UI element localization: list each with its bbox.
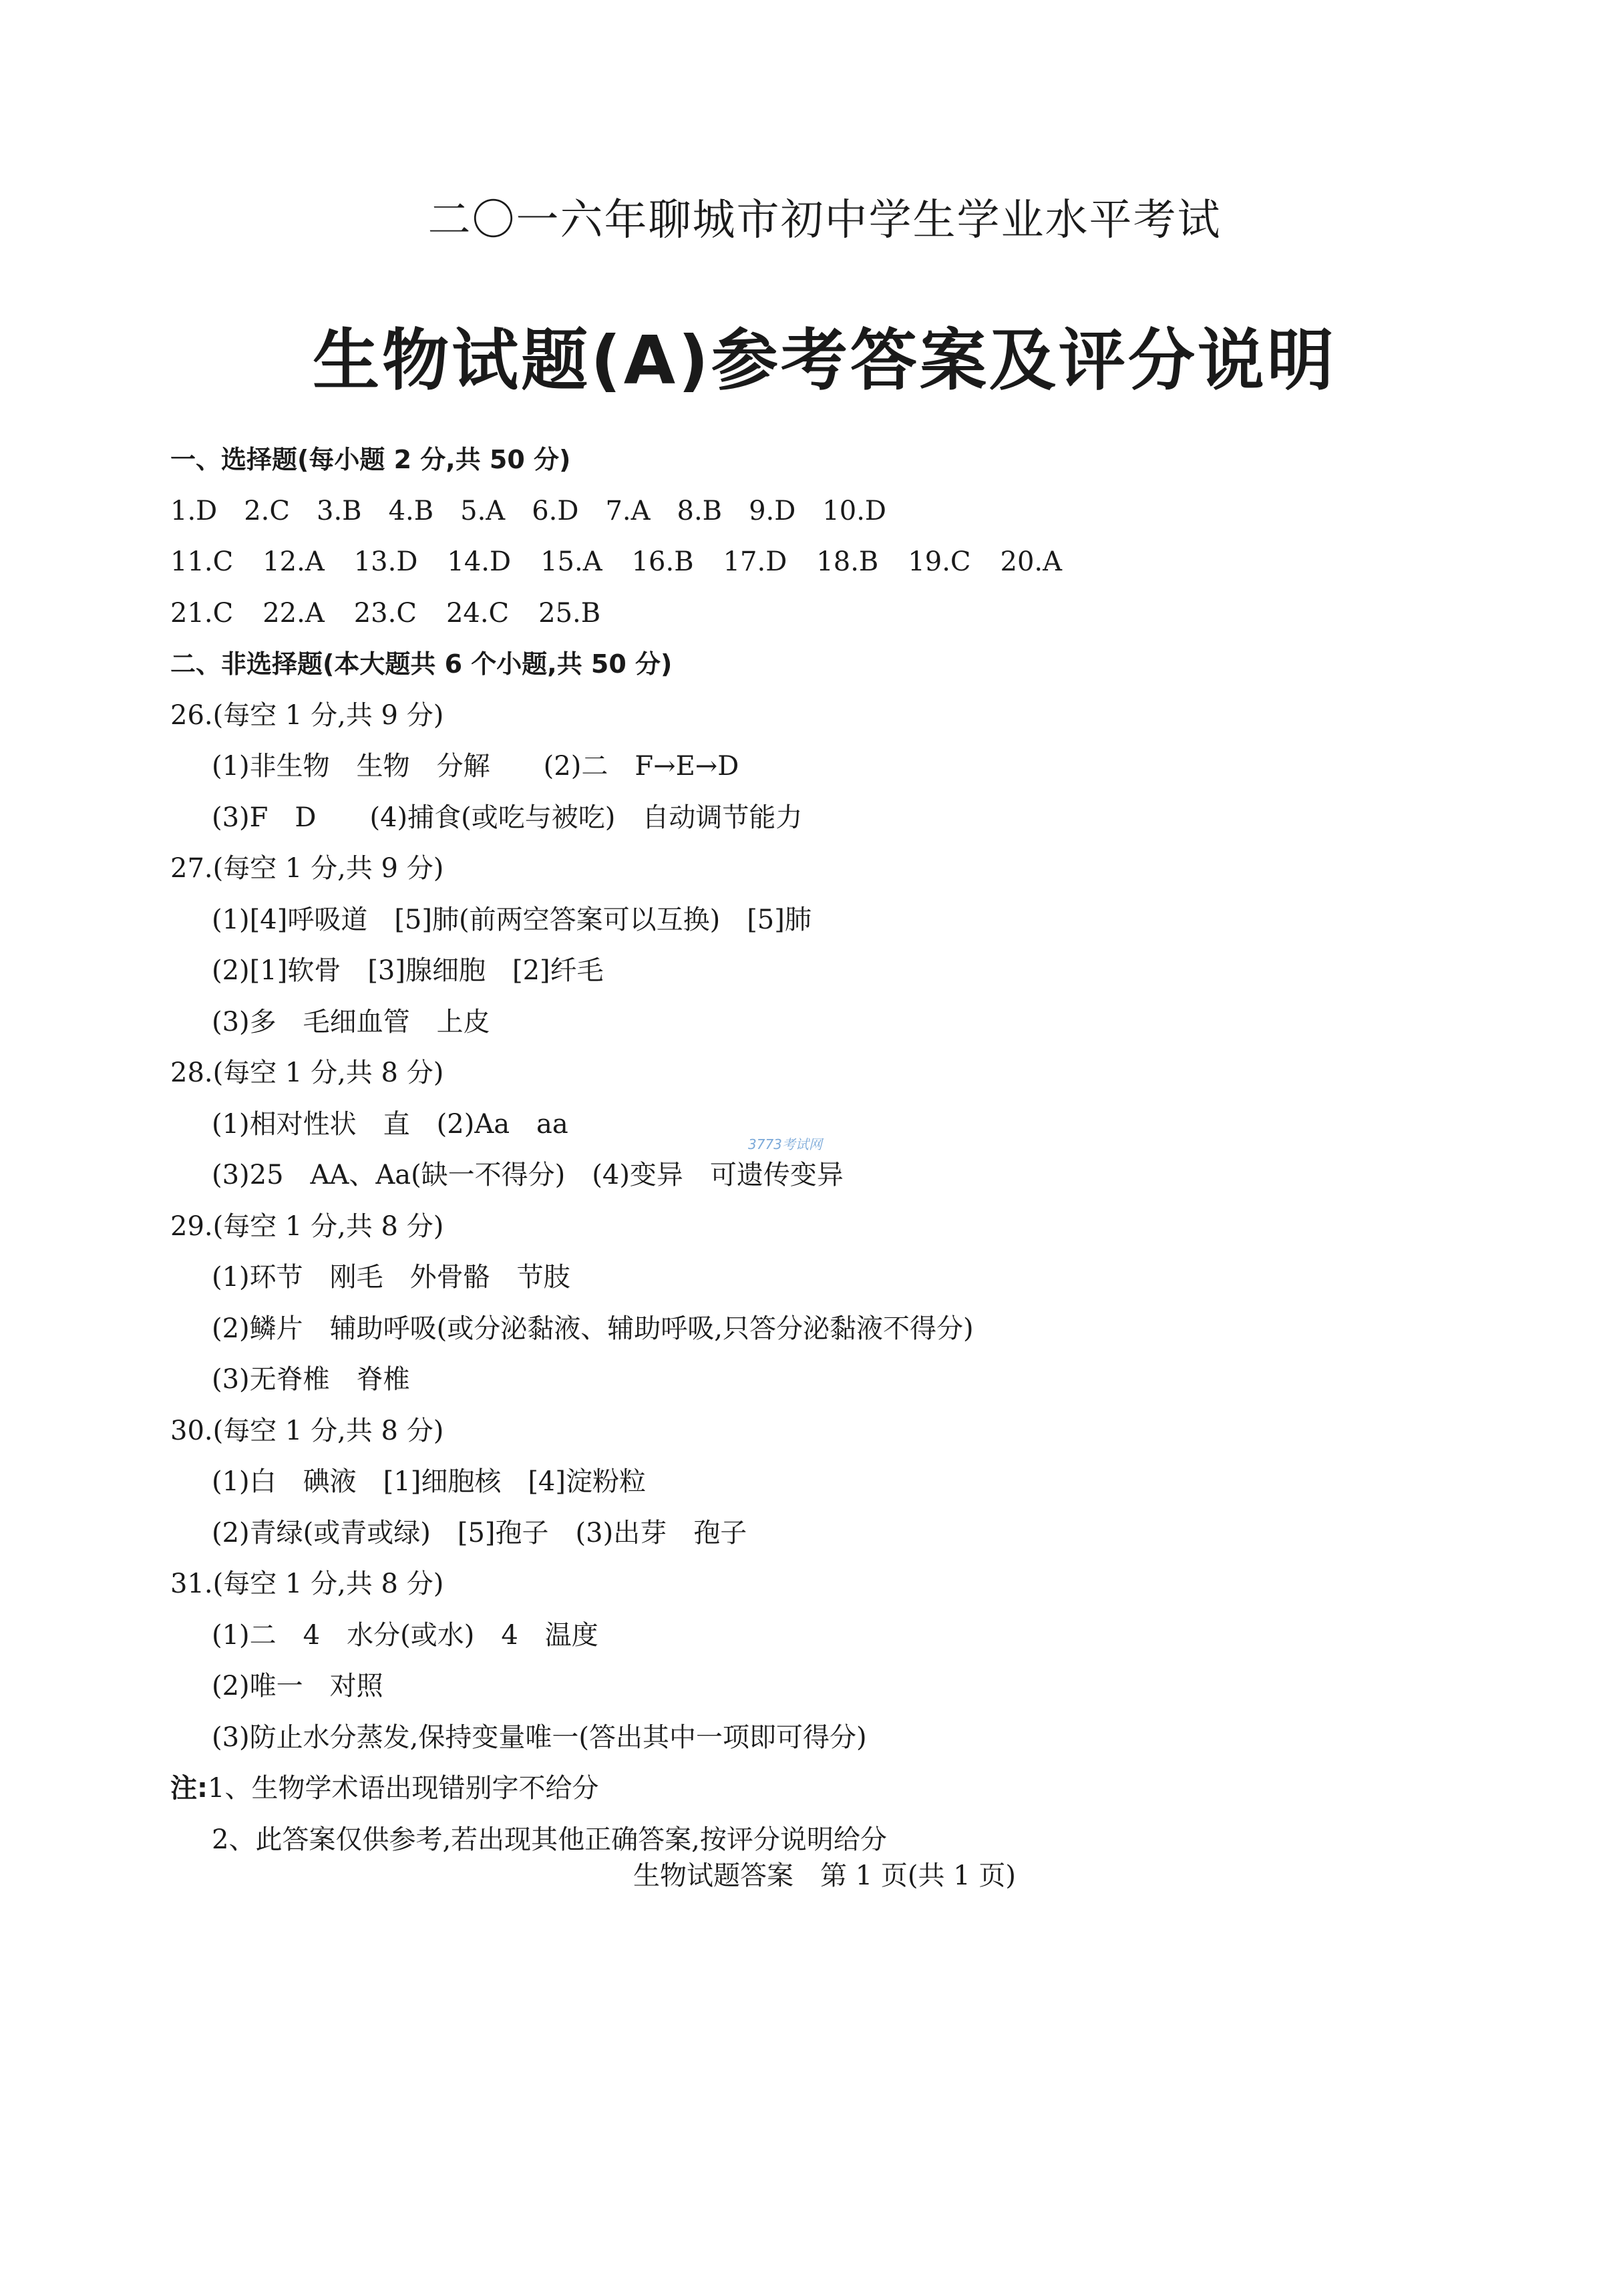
question-27-line-1: (1)[4]呼吸道 [5]肺(前两空答案可以互换) [5]肺: [212, 904, 812, 935]
choice-answer: 1.D: [170, 495, 218, 526]
choice-answer: 19.C: [908, 546, 971, 577]
question-28-title: 28.(每空 1 分,共 8 分): [170, 1057, 444, 1088]
question-29-title: 29.(每空 1 分,共 8 分): [170, 1210, 444, 1242]
choice-answer: 17.D: [723, 546, 787, 577]
section2-heading: 二、非选择题(本大题共 6 个小题,共 50 分): [170, 649, 673, 679]
choice-answers-row-2: [170, 536, 1506, 588]
choice-answer: 9.D: [749, 495, 796, 526]
question-26-line-1: (1)非生物 生物 分解 (2)二 F→E→D: [212, 751, 739, 782]
choice-answer: 5.A: [460, 495, 506, 526]
choice-answer: 23.C: [353, 597, 417, 629]
choice-answer: 4.B: [388, 495, 434, 526]
question-27-line-2: (2)[1]软骨 [3]腺细胞 [2]纤毛: [212, 955, 604, 986]
question-28-line-2: (3)25 AA、Aa(缺一不得分) (4)变异 可遗传变异: [212, 1160, 844, 1190]
question-27-line-3: (3)多 毛细血管 上皮: [212, 1006, 490, 1037]
choice-answer: 18.B: [816, 546, 879, 577]
choice-answer: 13.D: [353, 546, 418, 577]
choice-answer: 2.C: [244, 495, 291, 526]
exam-title: 二〇一六年聊城市初中学生学业水平考试: [427, 196, 1222, 245]
choice-answers-row-1: [170, 486, 1506, 537]
question-28-line-1: (1)相对性状 直 (2)Aa aa: [212, 1108, 568, 1140]
question-27-title: 27.(每空 1 分,共 9 分): [170, 853, 444, 884]
answer-key-title: 生物试题(A)参考答案及评分说明: [313, 321, 1336, 399]
question-30-line-1: (1)白 碘液 [1]细胞核 [4]淀粉粒: [212, 1466, 646, 1497]
choice-answer: 6.D: [532, 495, 579, 526]
choice-answer: 16.B: [631, 546, 694, 577]
choice-answer: 7.A: [605, 495, 651, 526]
choice-answer: 8.B: [677, 495, 723, 526]
question-31-title: 31.(每空 1 分,共 8 分): [170, 1569, 444, 1599]
question-26-line-2: (3)F D (4)捕食(或吃与被吃) 自动调节能力: [212, 802, 803, 833]
question-31-line-3: (3)防止水分蒸发,保持变量唯一(答出其中一项即可得分): [212, 1721, 867, 1753]
choice-answer: 12.A: [262, 546, 325, 577]
question-29-line-2: (2)鳞片 辅助呼吸(或分泌黏液、辅助呼吸,只答分泌黏液不得分): [212, 1313, 974, 1344]
answer-content: [170, 434, 1506, 1865]
question-31-line-2: (2)唯一 对照: [212, 1671, 383, 1701]
choice-answer: 15.A: [540, 546, 602, 577]
question-30-line-2: (2)青绿(或青或绿) [5]孢子 (3)出芽 孢子: [212, 1517, 747, 1548]
choice-answer: 21.C: [170, 597, 234, 629]
note-text: 1、生物学术语出现错别字不给分: [208, 1773, 599, 1804]
question-29-line-1: (1)环节 刚毛 外骨骼 节肢: [212, 1262, 570, 1293]
choice-answer: 24.C: [445, 597, 510, 629]
question-30-title: 30.(每空 1 分,共 8 分): [170, 1415, 444, 1446]
choice-answer: 20.A: [1000, 546, 1063, 577]
note-2: 2、此答案仅供参考,若出现其他正确答案,按评分说明给分: [212, 1824, 887, 1855]
choice-answer: 3.B: [317, 495, 362, 526]
note-1: [170, 1763, 1506, 1814]
choice-answer: 25.B: [538, 597, 601, 629]
choice-answer: 11.C: [170, 546, 234, 577]
watermark: 3773考试网: [748, 1136, 822, 1152]
question-29-line-3: (3)无脊椎 脊椎: [212, 1364, 410, 1395]
choice-answer: 10.D: [822, 495, 886, 526]
section1-heading: 一、选择题(每小题 2 分,共 50 分): [170, 445, 571, 474]
note-label: 注:: [170, 1773, 208, 1804]
question-26-title: 26.(每空 1 分,共 9 分): [170, 699, 444, 731]
choice-answers-row-3: [170, 588, 1506, 639]
page-footer: 生物试题答案 第 1 页(共 1 页): [633, 1860, 1016, 1891]
choice-answer: 22.A: [262, 597, 325, 629]
question-31-line-1: (1)二 4 水分(或水) 4 温度: [212, 1619, 598, 1651]
choice-answer: 14.D: [447, 546, 512, 577]
